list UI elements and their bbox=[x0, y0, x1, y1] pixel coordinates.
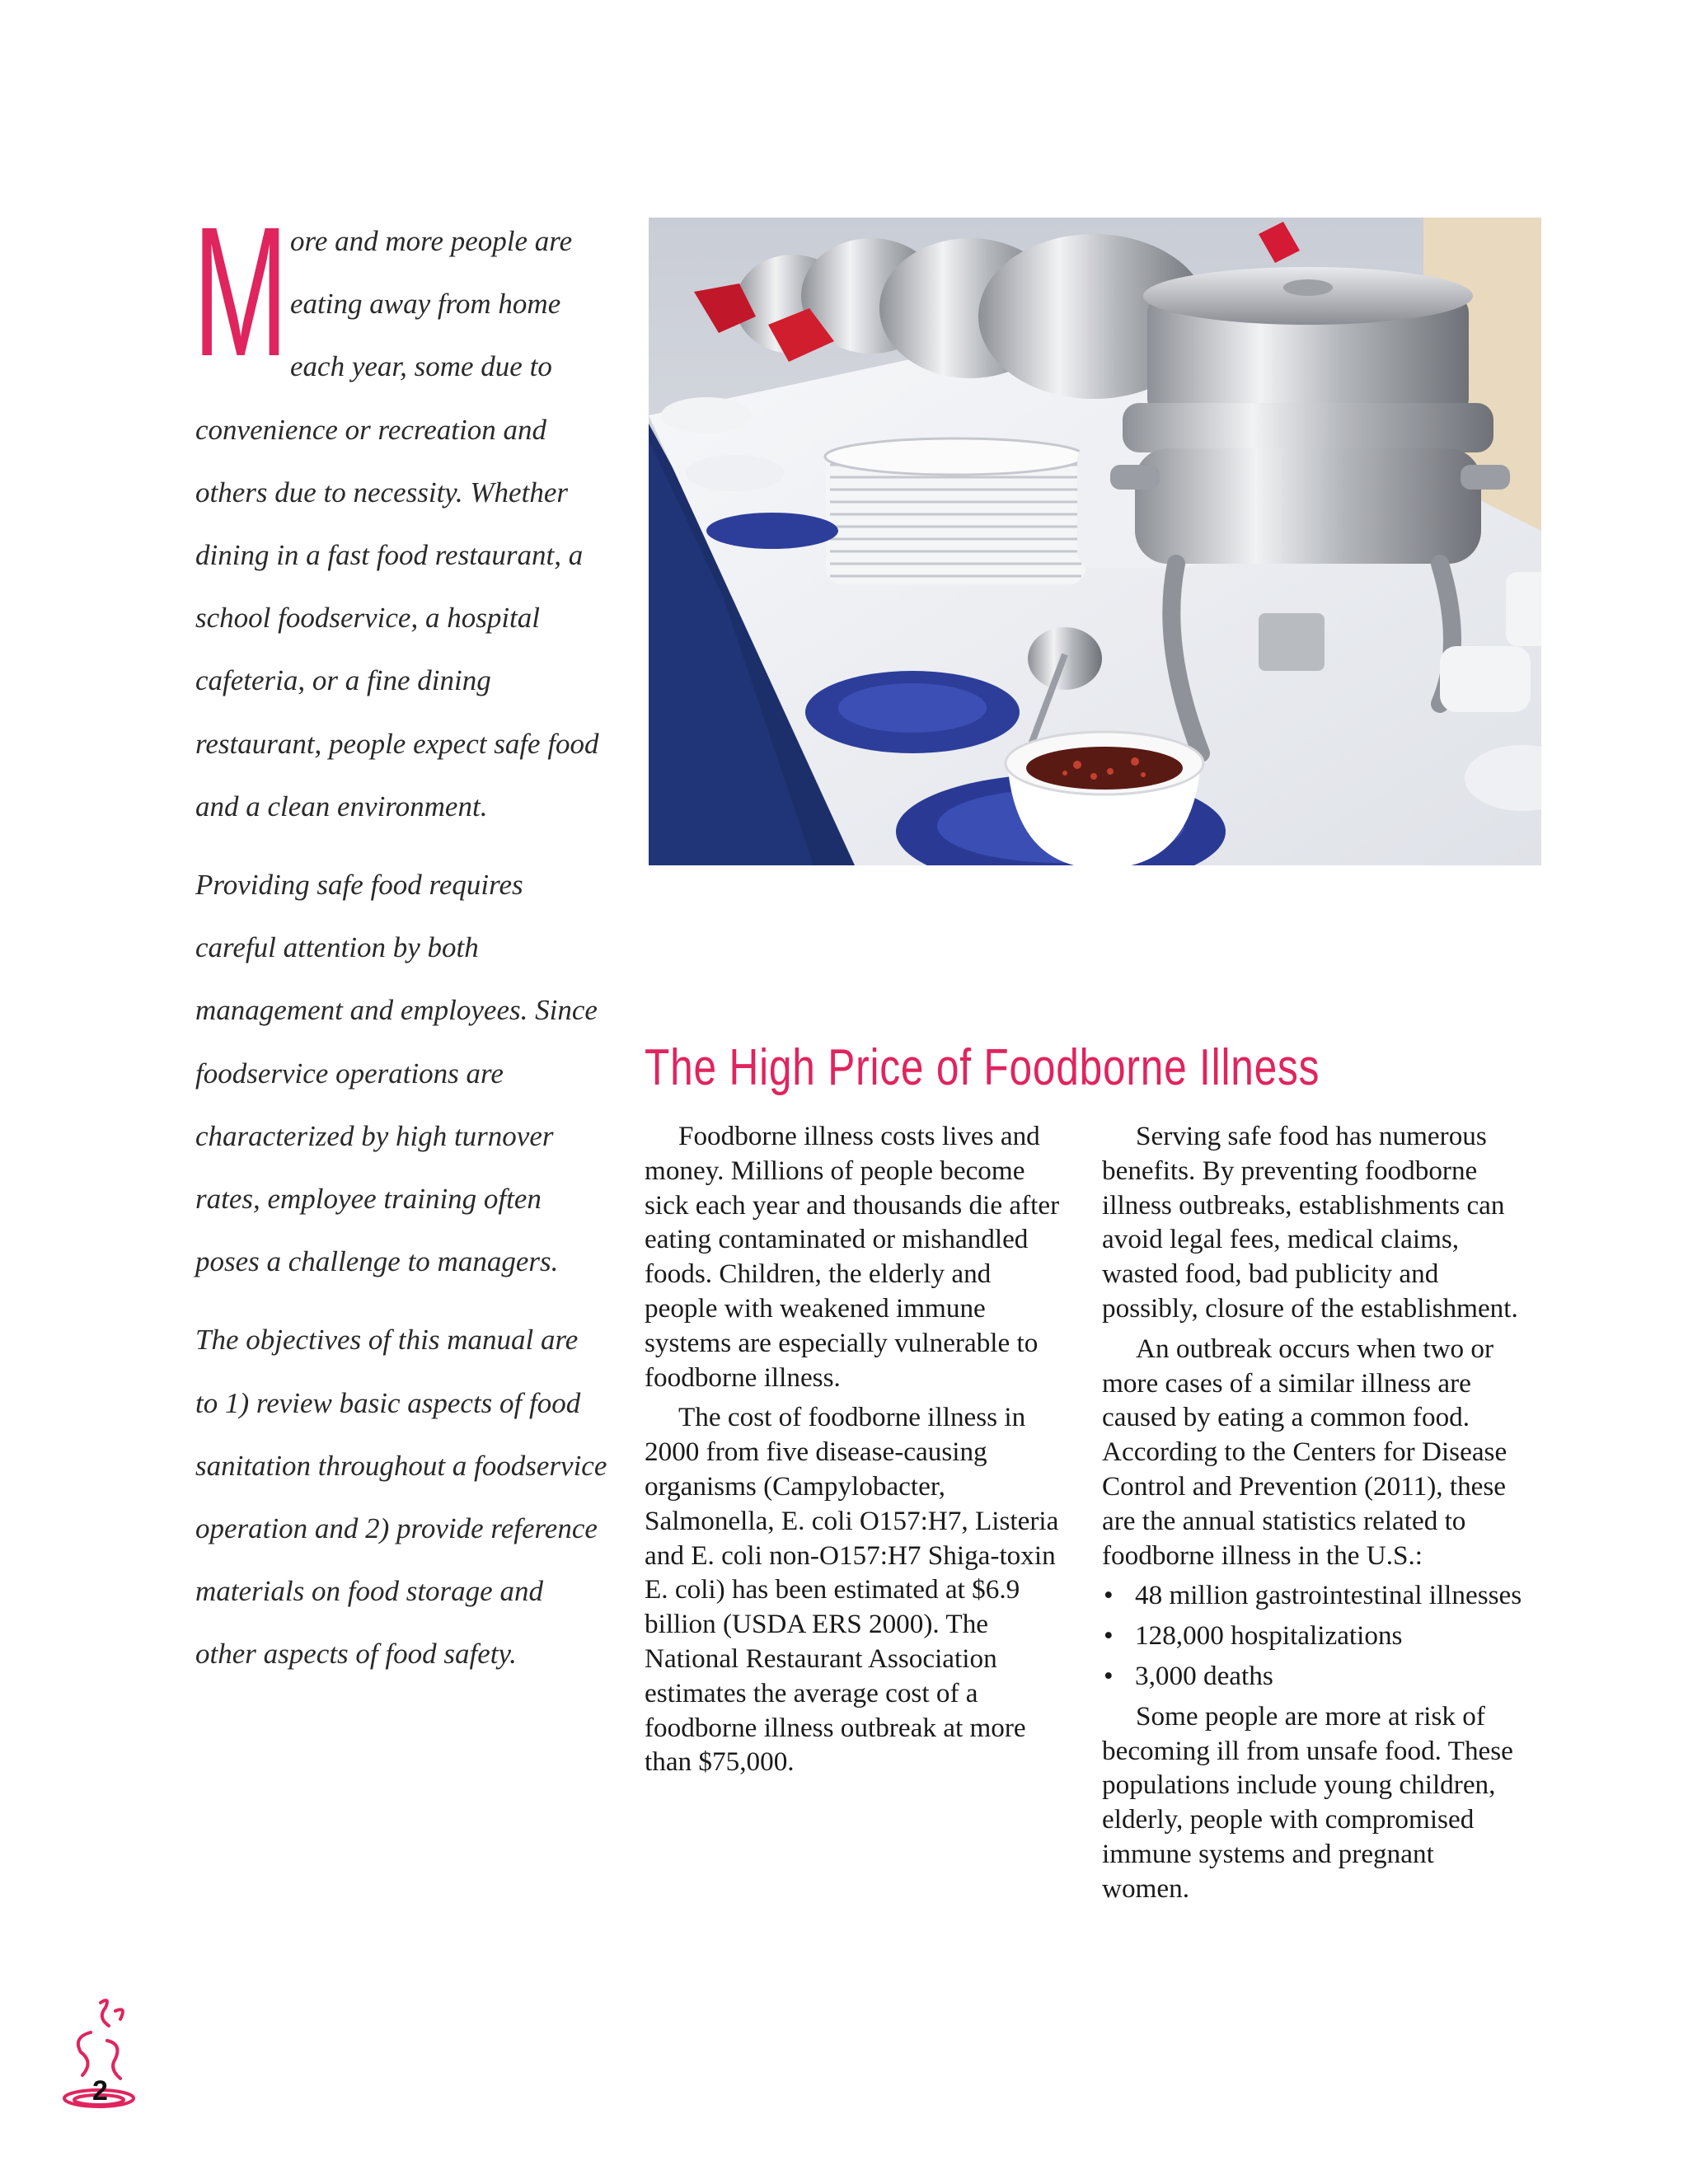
buffet-illustration bbox=[649, 218, 1541, 865]
statistics-list bbox=[1102, 1578, 1526, 1693]
bullet-icon: • bbox=[1104, 1660, 1114, 1691]
list-item bbox=[1102, 1619, 1526, 1653]
bullet-icon: • bbox=[1104, 1620, 1114, 1652]
col2-paragraph-1: Serving safe food has numerous benefits. By preventing foodborne illness outbreaks, establishments can avoid legal fees, medical claims, wasted food, bad publicity and possibly, closure of the establishment. bbox=[1102, 1121, 1518, 1324]
list-item-text: 128,000 hospitalizations bbox=[1135, 1620, 1403, 1652]
intro-paragraph-1 bbox=[193, 189, 607, 838]
col1-paragraph-1: Foodborne illness costs lives and money. Millions of people become sick each year and thousands die after eating contaminated or mishandled foods. Children, the elderly and people with weakened immune systems are especially vulnerable to foodborne illness. bbox=[645, 1121, 1060, 1393]
intro-paragraph-2: Providing safe food requires careful attention by both management and employees. Since foodservice operations are characterized by high turnover rates, employee training often poses a challenge to managers. bbox=[195, 869, 598, 1278]
drop-cap: M bbox=[193, 189, 288, 395]
section-heading: The High Price of Foodborne Illness bbox=[645, 1039, 1320, 1096]
list-item-text: 48 million gastrointestinal illnesses bbox=[1135, 1580, 1522, 1611]
list-item bbox=[1102, 1659, 1526, 1694]
body-column-1 bbox=[645, 1119, 1069, 1785]
intro-paragraph-3: The objectives of this manual are to 1) review basic aspects of food sanitation throughout a foodservice operation and 2) provide reference materials on food storage and other aspects of food safety. bbox=[195, 1324, 607, 1671]
page-number: 2 bbox=[92, 2075, 108, 2107]
col1-paragraph-2: The cost of foodborne illness in 2000 from five disease-causing organisms (Campylobacter, Salmonella, E. coli O157:H7, Listeria and E. coli non-O157:H7 Shiga-toxin E. coli) has been estimated at $6.9 billion (USDA ERS 2000). The National Restaurant Association estimates the average cost of a foodborne illness outbreak at more than $75,000. bbox=[645, 1402, 1059, 1778]
list-item bbox=[1102, 1578, 1526, 1613]
col2-paragraph-2: An outbreak occurs when two or more cases of a similar illness are caused by eating a common food. According to the Centers for Disease Control and Prevention (2011), these are the annual statistics related to foodborne illness in the U.S.: bbox=[1102, 1333, 1507, 1571]
body-column-2 bbox=[1102, 1119, 1526, 1912]
buffet-photo bbox=[649, 218, 1541, 865]
bullet-icon: • bbox=[1104, 1580, 1114, 1611]
intro-column bbox=[193, 189, 607, 1702]
col2-paragraph-3: Some people are more at risk of becoming ill from unsafe food. These populations include young children, elderly, people with compromised immune systems and pregnant women. bbox=[1102, 1700, 1513, 1904]
intro-paragraph-1-text: ore and more people are eating away from home each year, some due to convenience or recreation and others due to necessity. Whether dining in a fast food restaurant, a school foodservice, a hospital cafeteria, or a fine dining restaurant, people expect safe food and a clean environment. bbox=[195, 225, 599, 823]
list-item-text: 3,000 deaths bbox=[1135, 1660, 1273, 1691]
